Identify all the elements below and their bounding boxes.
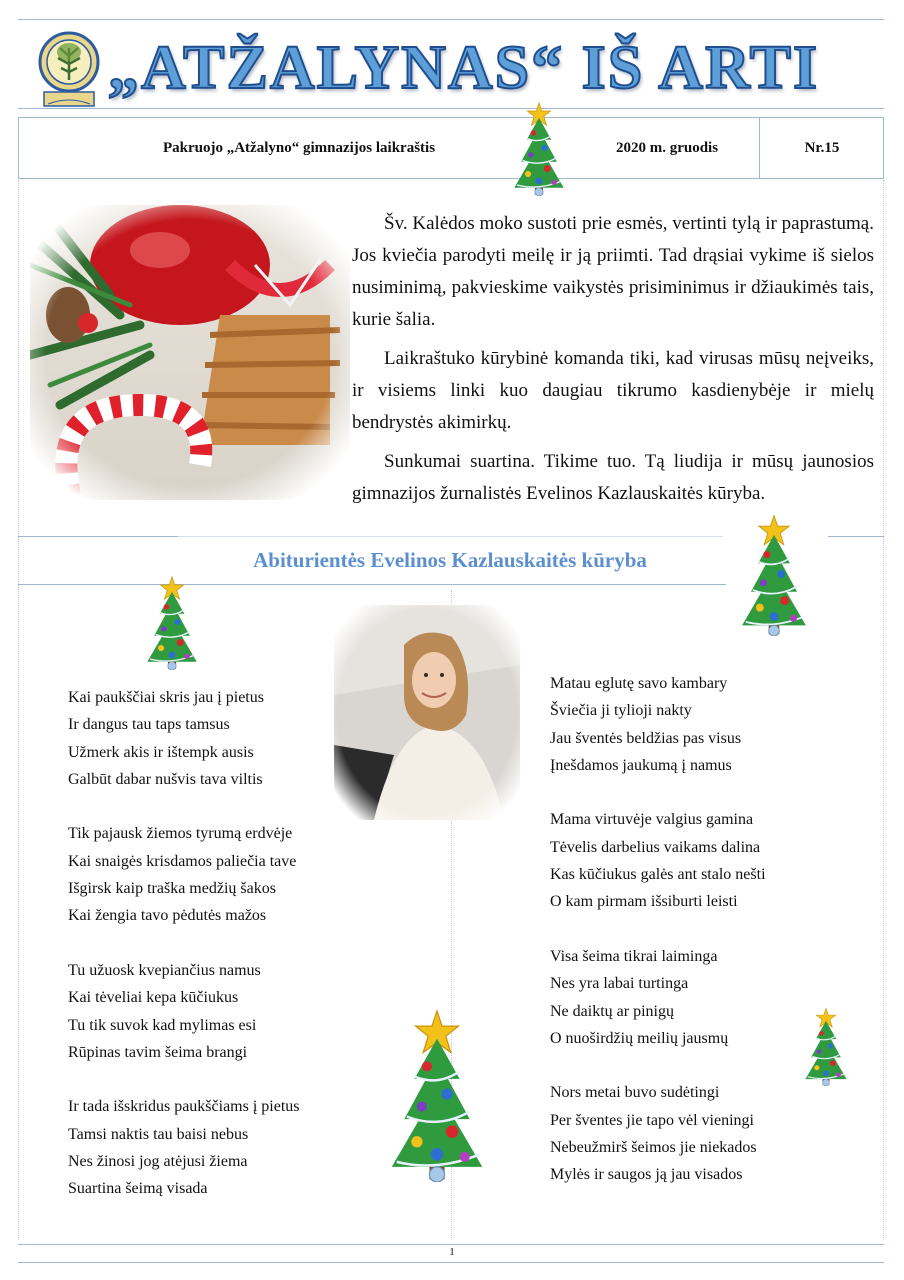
poem-line: Kai tėveliai kepa kūčiukus <box>68 989 239 1007</box>
poem-line: Tu tik suvok kad mylimas esi <box>68 1016 257 1034</box>
issue-date: 2020 m. gruodis <box>615 140 719 156</box>
poem-line: Šviečia ji tylioji nakty <box>550 702 692 720</box>
info-separator <box>759 118 760 178</box>
section-rule-bottom <box>18 584 726 585</box>
poem-stanza <box>68 820 348 929</box>
poem-line: Tu užuosk kvepiančius namus <box>68 961 261 979</box>
poem-stanza <box>550 1079 810 1188</box>
poem-line: Kai paukščiai skris jau į pietus <box>68 689 264 706</box>
poem-line: O kam pirmam išsiburti leisti <box>550 893 738 911</box>
section-rule-top-mid <box>178 536 723 537</box>
poem-line: Jau šventės beldžias pas visus <box>550 729 742 747</box>
poem-line: Per šventes jie tapo vėl vieningi <box>550 1111 754 1129</box>
poem-line: Tamsi naktis tau baisi nebus <box>68 1125 249 1143</box>
poem-line: Kai žengia tavo pėdutės mažos <box>68 907 267 925</box>
poem-line: Ne daiktų ar pinigų <box>550 1002 674 1020</box>
poem-line: Išgirsk kaip traška medžių šakos <box>68 880 276 898</box>
school-logo-icon <box>38 30 100 112</box>
poem-line: Visa šeima tikrai laiminga <box>550 947 718 965</box>
poem-right <box>550 670 810 1216</box>
poem-line: Užmerk akis ir ištempk ausis <box>68 743 254 761</box>
poem-line: Ir tada išskridus paukščiams į pietus <box>68 1098 300 1116</box>
christmas-tree-icon <box>498 100 580 196</box>
poem-line: Matau eglutę savo kambary <box>550 675 728 692</box>
poem-line: Įnešdamos jaukumą į namus <box>550 756 732 774</box>
intro-article <box>352 208 874 517</box>
author-portrait-photo <box>334 605 520 820</box>
info-bar <box>18 117 884 179</box>
christmas-tree-icon <box>370 1006 504 1182</box>
poem-line: Mylės ir saugos ją jau visados <box>550 1166 743 1184</box>
top-rule <box>18 19 884 20</box>
footer-rule <box>18 1244 884 1245</box>
newspaper-title: „ATŽALYNAS“ IŠ ARTI <box>108 34 820 102</box>
poem-line: Nes yra labai turtinga <box>550 975 689 993</box>
poem-line: Rūpinas tavim šeima brangi <box>68 1043 248 1061</box>
intro-paragraph: Laikraštuko kūrybinė komanda tiki, kad virusas mūsų neįveiks, ir visiems linki kuo daugiau tikrumo kasdienybėje ir mielų bendrystės akimirkų. <box>352 348 874 433</box>
masthead-rule <box>18 108 884 109</box>
intro-paragraph: Šv. Kalėdos moko sustoti prie esmės, vertinti tylą ir paprastumą. Jos kviečia parodyti meilę ir ją priimti. Tad drąsiai vykime iš sielos nusiminimą, pakvieskime vaikystės prisiminimus ir džiaukimės tais, kurie šalia. <box>352 213 874 330</box>
poem-stanza <box>550 943 810 1052</box>
poem-line: Nors metai buvo sudėtingi <box>550 1084 720 1102</box>
section-title: Abiturientės Evelinos Kazlauskaitės kūryba <box>253 548 647 572</box>
christmas-tree-icon <box>134 574 210 670</box>
poem-stanza <box>550 670 810 779</box>
poem-line: Kai snaigės krisdamos paliečia tave <box>68 852 297 870</box>
poem-line: Tėvelis darbelius vaikams dalina <box>550 838 761 856</box>
intro-paragraph: Sunkumai suartina. Tikime tuo. Tą liudija ir mūsų jaunosios gimnazijos žurnalistės Evelinos Kazlauskaitės kūryba. <box>352 451 874 504</box>
christmas-cookies-photo <box>30 205 350 500</box>
left-margin-line <box>18 180 19 1240</box>
right-margin-line <box>883 180 884 1240</box>
poem-stanza <box>68 1093 348 1202</box>
issue-number: Nr.15 <box>804 140 840 156</box>
poem-stanza <box>550 806 810 915</box>
poem-line: Galbūt dabar nušvis tava viltis <box>68 770 263 788</box>
poem-stanza <box>68 684 348 793</box>
poem-line: Nes žinosi jog atėjusi žiema <box>68 1153 248 1171</box>
poem-line: Suartina šeimą visada <box>68 1180 208 1198</box>
poem-stanza <box>68 957 348 1066</box>
poem-line: Kas kūčiukus galės ant stalo nešti <box>550 866 766 884</box>
poem-line: O nuoširdžių meilių jausmų <box>550 1029 729 1047</box>
poem-line: Nebeužmirš šeimos jie niekados <box>550 1139 757 1157</box>
footer-rule-2 <box>18 1262 884 1263</box>
section-rule-top-right <box>828 536 884 537</box>
publication-name: Pakruojo „Atžalyno“ gimnazijos laikraštis <box>162 140 436 156</box>
page-number: 1 <box>449 1246 455 1258</box>
section-rule-top-left <box>18 536 178 537</box>
poem-line: Ir dangus tau taps tamsus <box>68 716 230 734</box>
poem-left <box>68 684 348 1230</box>
poem-line: Mama virtuvėje valgius gamina <box>550 811 754 829</box>
poem-line: Tik pajausk žiemos tyrumą erdvėje <box>68 825 293 843</box>
